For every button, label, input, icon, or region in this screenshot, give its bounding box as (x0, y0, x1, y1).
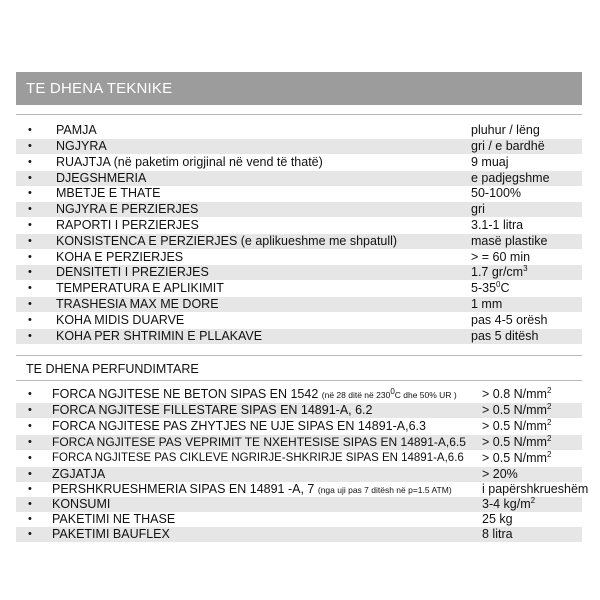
table-row (16, 265, 582, 280)
row-label: KONSUMI (52, 497, 111, 511)
row-label: FORCA NGJITESE FILLESTARE SIPAS EN 14891-A, 6.2 (52, 403, 373, 417)
row-label: DJEGSHMERIA (56, 171, 147, 185)
table-row (16, 234, 582, 249)
superscript: 0 (496, 279, 501, 289)
row-value: pas 5 ditësh (471, 329, 539, 343)
bullet-icon: • (28, 235, 32, 247)
section-title-final: TE DHENA PERFUNDIMTARE (26, 362, 199, 376)
row-label: NGJYRA E PERZIERJES (56, 202, 199, 216)
bullet-icon: • (28, 298, 32, 310)
row-label: FORCA NGJITESE PAS CIKLEVE NGRIRJE-SHKRIRJE SIPAS EN 14891-A,6.6 (52, 452, 464, 464)
bullet-icon: • (28, 388, 32, 400)
row-note: (në 28 ditë në $230^0C$ dhe 50% UR ) (321, 387, 457, 400)
row-value: 50-100% (471, 186, 522, 200)
table-row (16, 512, 582, 527)
row-label: KOHA PER SHTRIMIN E PLLAKAVE (56, 329, 263, 343)
row-note: (nga uji pas 7 ditësh në p=1.5 ATM) (317, 485, 452, 495)
row-value: pas 4-5 orësh (471, 313, 548, 327)
row-value: > 0.5 $N/mm^2$ (482, 417, 552, 433)
superscript: 2 (530, 495, 536, 505)
row-label: FORCA NGJITESE NE BETON SIPAS EN 1542 (në 28 ditë në $230^0C$ dhe 50% UR ) (52, 387, 457, 401)
row-label: FORCA NGJITESE PAS ZHYTJES NE UJE SIPAS EN 14891-A,6.3 (52, 419, 426, 433)
bullet-icon: • (28, 156, 32, 168)
row-value: 25 kg (482, 512, 513, 526)
table-row (16, 435, 582, 450)
row-label: KOHA MIDIS DUARVE (56, 313, 185, 327)
row-value: gri / e bardhë (471, 139, 545, 153)
bullet-icon: • (28, 513, 32, 525)
table-row (16, 527, 582, 542)
bullet-icon: • (28, 124, 32, 136)
table-row (16, 329, 582, 344)
divider (16, 380, 582, 381)
table-row (16, 297, 582, 312)
row-value: > 0.8 $N/mm^2$ (482, 385, 552, 401)
bullet-icon: • (28, 330, 32, 342)
row-label: KOHA E PERZIERJES (56, 250, 184, 264)
bullet-icon: • (28, 203, 32, 215)
table-row (16, 281, 582, 296)
bullet-icon: • (28, 314, 32, 326)
bullet-icon: • (28, 528, 32, 540)
row-label: DENSITETI I PREZIERJES (56, 265, 209, 279)
table-row (16, 403, 582, 418)
row-value: 9 muaj (471, 155, 509, 169)
superscript: 2 (546, 385, 552, 395)
row-label: PAMJA (56, 123, 97, 137)
table-row (16, 186, 582, 201)
table-row (16, 467, 582, 482)
bullet-icon: • (28, 266, 32, 278)
table-row (16, 313, 582, 328)
row-label: KONSISTENCA E PERZIERJES (e aplikueshme me shpatull) (56, 234, 398, 248)
row-label: PAKETIMI BAUFLEX (52, 527, 170, 541)
bullet-icon: • (28, 498, 32, 510)
table-row (16, 482, 589, 497)
table-row (16, 497, 582, 512)
bullet-icon: • (28, 468, 32, 480)
row-value: gri (471, 202, 485, 216)
table-row (16, 387, 582, 402)
table-row (16, 451, 582, 466)
superscript: 2 (546, 401, 552, 411)
row-label: PAKETIMI NE THASE (52, 512, 176, 526)
row-value: 8 litra (482, 527, 513, 541)
superscript: 2 (546, 433, 552, 443)
bullet-icon: • (28, 219, 32, 231)
bullet-icon: • (28, 483, 32, 495)
row-label: FORCA NGJITESE PAS VEPRIMIT TE NXEHTESISE SIPAS EN 14891-A,6.5 (52, 435, 466, 449)
row-label: TRASHESIA MAX ME DORE (56, 297, 219, 311)
bullet-icon: • (28, 140, 32, 152)
section-header-technical: TE DHENA TEKNIKE (16, 72, 582, 105)
bullet-icon: • (28, 452, 32, 464)
superscript: 3 (523, 263, 528, 273)
superscript: 2 (546, 417, 552, 427)
row-value: 1 mm (471, 297, 503, 311)
row-label: RAPORTI I PERZIERJES (56, 218, 199, 232)
row-value: 3-4 $kg/m^2$ (482, 495, 536, 511)
row-value: 3.1-1 litra (471, 218, 524, 232)
row-label: MBETJE E THATE (56, 186, 161, 200)
table-row (16, 218, 582, 233)
row-label: NGJYRA (56, 139, 107, 153)
row-value: > 0.5 $N/mm^2$ (482, 433, 552, 449)
row-value: e padjegshme (471, 171, 550, 185)
row-value: 1.7 $gr/cm^3$ (471, 263, 528, 279)
row-value: > 20% (482, 467, 518, 481)
row-value: pluhur / lëng (471, 123, 540, 137)
table-row (16, 123, 582, 138)
row-value: i papërshkrueshëm (482, 482, 589, 496)
bullet-icon: • (28, 282, 32, 294)
bullet-icon: • (28, 187, 32, 199)
table-row (16, 202, 582, 217)
table-row (16, 250, 582, 265)
row-label: ZGJATJA (52, 467, 106, 481)
row-value: > 0.5 $N/mm^2$ (482, 401, 552, 417)
superscript: 2 (546, 449, 552, 459)
bullet-icon: • (28, 436, 32, 448)
row-value: > 0.5 $N/mm^2$ (482, 449, 552, 465)
row-value: masë plastike (471, 234, 548, 248)
bullet-icon: • (28, 420, 32, 432)
row-label: TEMPERATURA E APLIKIMIT (56, 281, 224, 295)
divider (16, 355, 582, 356)
row-value: > = 60 min (471, 250, 531, 264)
row-label: PERSHKRUESHMERIA SIPAS EN 14891 -A, 7 (nga uji pas 7 ditësh në p=1.5 ATM) (52, 482, 452, 496)
row-value: $5-35^0C$ (471, 279, 510, 295)
bullet-icon: • (28, 172, 32, 184)
table-row (16, 139, 582, 154)
table-row (16, 171, 582, 186)
table-row (16, 419, 582, 434)
row-label: RUAJTJA (në paketim origjinal në vend të thatë) (56, 155, 323, 169)
bullet-icon: • (28, 404, 32, 416)
table-row (16, 155, 582, 170)
divider (16, 114, 582, 115)
bullet-icon: • (28, 251, 32, 263)
